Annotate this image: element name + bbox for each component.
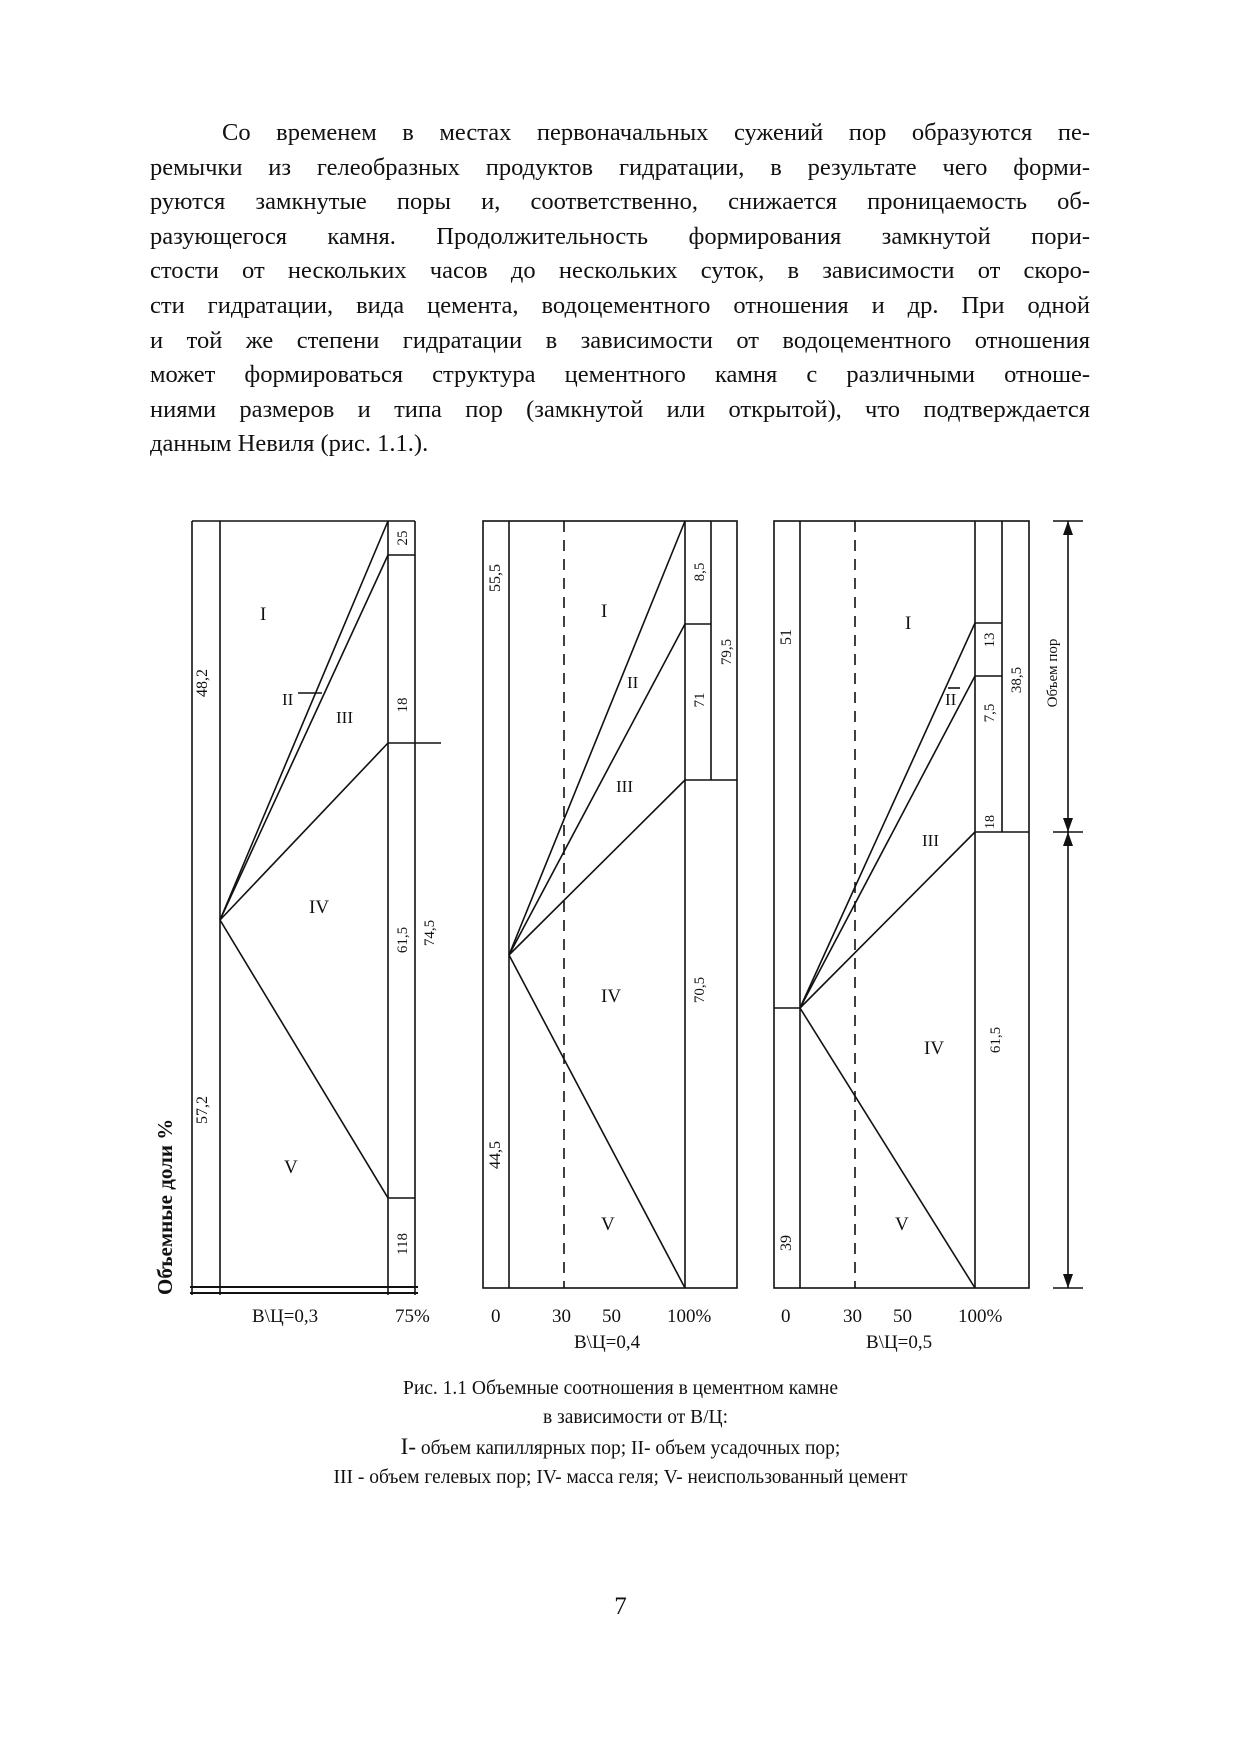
- left-value: 57,2: [194, 1096, 211, 1124]
- right-value: 71: [692, 692, 708, 708]
- region-label: IV: [309, 897, 330, 918]
- panel-wc-0-5: [774, 521, 1029, 1353]
- right-value: 25: [395, 530, 411, 546]
- paragraph-line: руются замкнутые поры и, соответственно, снижается проницаемость об-: [150, 188, 1090, 216]
- panel-wc-0-4: [483, 521, 737, 1353]
- paragraph-line: ниями размеров и типа пор (замкнутой или открытой), что подтверждается: [150, 395, 1090, 423]
- caption-line: в зависимости от В/Ц:: [542, 1407, 729, 1428]
- pore-volume-label: Объем пор: [1045, 638, 1061, 708]
- left-value: 51: [778, 629, 795, 645]
- page-number: 7: [614, 1593, 627, 1620]
- x-tick-label: 75%: [395, 1306, 430, 1327]
- y-axis-label: Объемные доли %: [153, 1118, 177, 1295]
- wc-label: В\Ц=0,3: [252, 1306, 319, 1327]
- caption-line: Рис. 1.1 Объемные соотношения в цементном камне: [402, 1378, 838, 1399]
- region-label: V: [601, 1214, 615, 1235]
- right-value: 74,5: [422, 919, 438, 947]
- panel-wc-0-3: [190, 521, 441, 1327]
- region-label: III: [336, 708, 353, 727]
- right-value: 7,5: [982, 703, 998, 723]
- right-value: 79,5: [719, 638, 735, 666]
- region-label: III: [616, 777, 633, 796]
- x-tick-label: 0: [491, 1306, 501, 1327]
- x-tick-label: 50: [602, 1306, 621, 1327]
- right-value: 61,5: [395, 926, 411, 954]
- left-value: 44,5: [487, 1141, 504, 1169]
- paragraph-line: Со временем в местах первоначальных сужений пор образуются пе-: [222, 119, 1090, 146]
- wc-label: В\Ц=0,5: [866, 1332, 933, 1353]
- caption-text: объем капиллярных пор; II- объем усадочных пор;: [416, 1438, 841, 1459]
- left-value: 55,5: [487, 564, 504, 592]
- right-value: 18: [395, 697, 411, 713]
- x-tick-label: 50: [893, 1306, 912, 1327]
- right-value: 13: [982, 632, 998, 648]
- right-value: 118: [395, 1233, 411, 1255]
- right-value: 18: [983, 815, 998, 829]
- right-value: 38,5: [1009, 666, 1025, 694]
- left-value: 39: [778, 1235, 795, 1251]
- region-label: II: [627, 673, 639, 692]
- figure-caption: [0, 1374, 1241, 1492]
- region-label: V: [895, 1214, 909, 1235]
- paragraph-line: данным Невиля (рис. 1.1.).: [150, 430, 429, 458]
- right-value: 61,5: [988, 1026, 1004, 1054]
- right-value: 70,5: [692, 976, 708, 1004]
- caption-roman-one: I-: [400, 1434, 416, 1459]
- paragraph-line: стости от нескольких часов до нескольких суток, в зависимости от скоро-: [150, 257, 1090, 285]
- caption-line: [0, 1432, 1241, 1463]
- region-label: I: [260, 604, 267, 625]
- paragraph-line: может формироваться структура цементного камня с различными отноше-: [150, 361, 1090, 389]
- region-label: I: [601, 601, 608, 622]
- paragraph-line: сти гидратации, вида цемента, водоцементного отношения и др. При одной: [150, 291, 1090, 319]
- x-tick-label: 0: [781, 1306, 791, 1327]
- paragraph-line: и той же степени гидратации в зависимости от водоцементного отношения: [150, 326, 1090, 354]
- region-label: IV: [924, 1038, 945, 1059]
- left-value: 48,2: [194, 669, 211, 697]
- x-tick-label: 100%: [667, 1306, 712, 1327]
- caption-line: III - объем гелевых пор; IV- масса геля; V- неиспользованный цемент: [333, 1467, 908, 1488]
- paragraph-line: разующегося камня. Продолжительность формирования замкнутой пори-: [150, 222, 1090, 250]
- region-label: I: [905, 613, 912, 634]
- region-label: IV: [601, 986, 622, 1007]
- region-label: II: [945, 690, 957, 709]
- right-value: 8,5: [692, 562, 708, 582]
- x-tick-label: 30: [843, 1306, 862, 1327]
- paragraph-line: ремычки из гелеобразных продуктов гидратации, в результате чего форми-: [150, 153, 1090, 181]
- x-tick-label: 100%: [958, 1306, 1003, 1327]
- x-tick-label: 30: [552, 1306, 571, 1327]
- region-label: V: [284, 1157, 298, 1178]
- region-label: III: [922, 831, 939, 850]
- wc-label: В\Ц=0,4: [574, 1332, 641, 1353]
- region-label: II: [282, 690, 294, 709]
- pore-volume-dimension: [1045, 521, 1083, 1288]
